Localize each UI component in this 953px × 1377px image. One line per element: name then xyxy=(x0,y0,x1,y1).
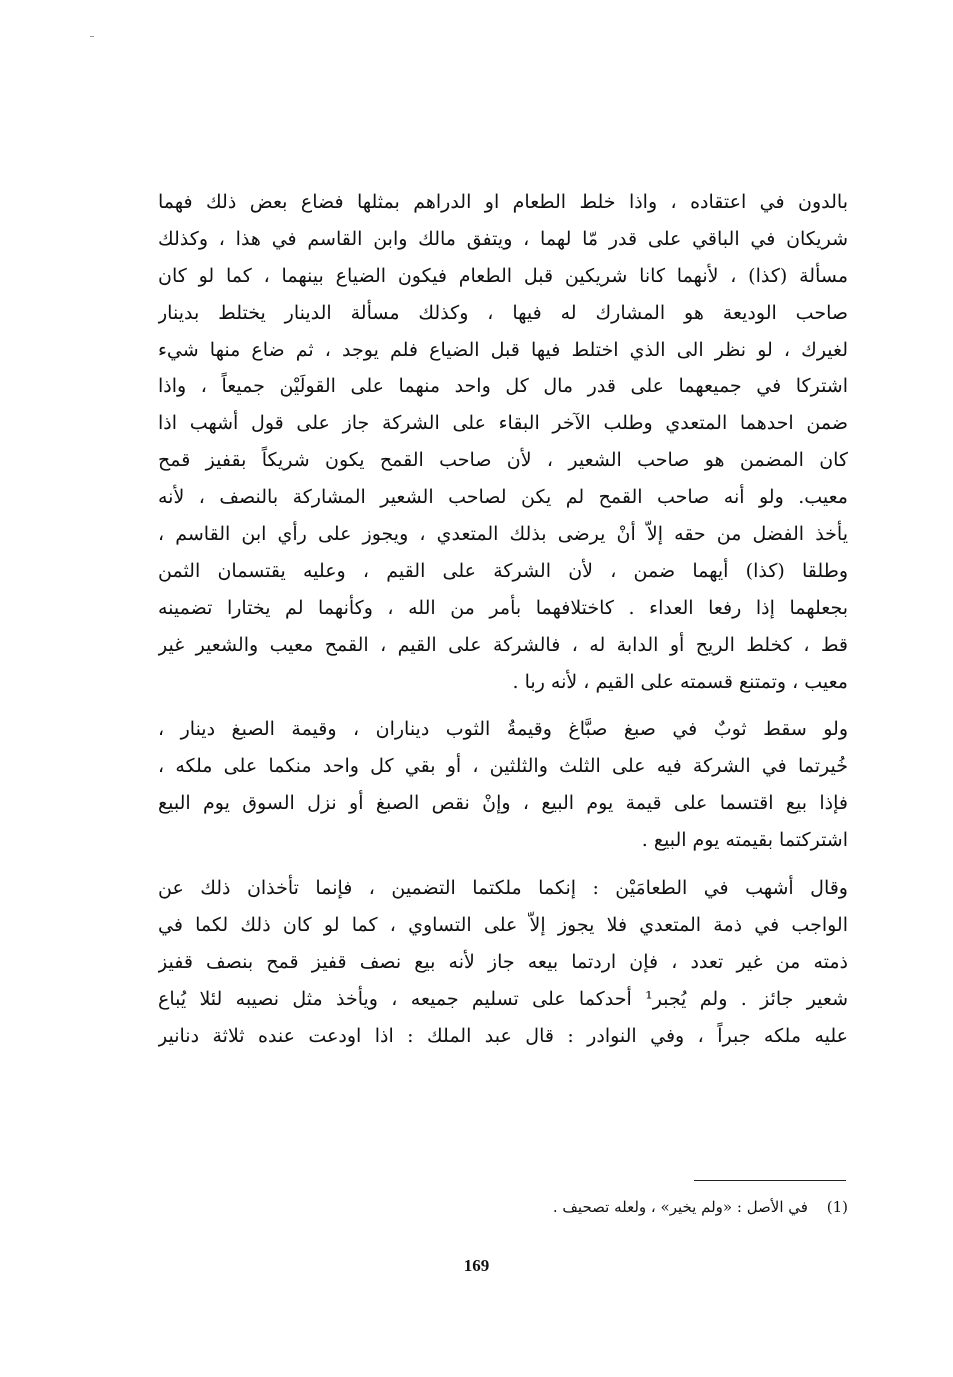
text-line: وقال أشهب في الطعامَيْن : إنكما ملكتما التضمين ، فإنما تأخذان ذلك عن xyxy=(158,877,848,900)
text-line: الواجب في ذمة المتعدي فلا يجوز إلاّ على التساوي ، كما لو كان ذلك لكما في xyxy=(158,913,848,936)
text-line: خُيرتما في الشركة فيه على الثلث والثلثين ، أو بقي كل واحد منكما على ملكه ، xyxy=(158,755,848,778)
text-line: شعير جائز . ولم يُجبر¹ أحدكما على تسليم جميعه ، ويأخذ مثل نصيبه لئلا يُباع xyxy=(158,987,848,1010)
footnote-text: في الأصل : «ولم يخير» ، ولعله تصحيف . xyxy=(552,1198,808,1216)
main-text xyxy=(158,184,848,1054)
text-line: صاحب الوديعة هو المشارك له فيها ، وكذلك مسألة الدينار يختلط بدينار xyxy=(158,301,848,324)
text-line: معيب. ولو أنه صاحب القمح لم يكن لصاحب الشعير المشاركة بالنصف ، لأنه xyxy=(158,486,848,509)
text-line: معيب ، وتمتنع قسمته على القيم ، لأنه ربا . xyxy=(512,670,848,693)
text-line: وطلقا (كذا) أيهما ضمن ، لأن الشركة على القيم ، وعليه يقتسمان الثمن xyxy=(158,559,848,582)
text-line: اشتركتما بقيمته يوم البيع . xyxy=(641,829,848,852)
text-line: كان المضمن هو صاحب الشعير ، لأن صاحب القمح يكون شريكاً بقفيز قمح xyxy=(158,449,848,472)
footnote-divider xyxy=(694,1180,846,1181)
text-line: مسألة (كذا) ، لأنهما كانا شريكين قبل الطعام فيكون الضياع بينهما ، كما لو كان xyxy=(158,264,848,287)
text-line: بالدون في اعتقاده ، واذا خلط الطعام او الدراهم بمثلها فضاع بعض ذلك فهما xyxy=(158,191,848,213)
text-line: لغيرك ، لو نظر الى الذي اختلط فيها قبل الضياع فلم يوجد ، ثم ضاع منها شيء xyxy=(158,338,848,361)
text-line: اشتركا في جميعهما على قدر مال كل واحد منهما على القولَيْن جميعاً ، واذا xyxy=(158,375,848,398)
text-line: عليه ملكه جبراً ، وفي النوادر : قال عبد الملك : اذا اودعت عنده ثلاثة دنانير xyxy=(158,1024,848,1047)
text-line: فإذا بيع اقتسما على قيمة يوم البيع ، وإنْ نقص الصبغ أو نزل السوق يوم البيع xyxy=(158,792,848,815)
scan-speck xyxy=(90,36,94,37)
page-number: 169 xyxy=(463,1256,490,1275)
text-line: بجعلهما إذا رفعا العداء . كاختلافهما بأمر من الله ، وكأنهما لم يختارا تضمينه xyxy=(158,596,848,619)
paragraph-gap xyxy=(158,700,848,711)
footnote xyxy=(400,1195,848,1219)
paragraph-gap xyxy=(158,859,848,870)
text-line: ولو سقط ثوبٌ في صبغ صبَّاغ وقيمةُ الثوب ديناران ، وقيمة الصبغ دينار ، xyxy=(158,718,848,741)
text-line: يأخذ الفضل من حقه إلاّ أنْ يرضى بذلك المتعدي ، ويجوز على رأي ابن القاسم ، xyxy=(158,523,848,546)
text-line: قط ، كخلط الريح أو الدابة له ، فالشركة على القيم ، القمح معيب والشعير غير xyxy=(158,633,848,656)
text-line: شريكان في الباقي على قدر مّا لهما ، ويتفق مالك وابن القاسم في هذا ، وكذلك xyxy=(158,227,848,250)
text-line: ضمن احدهما المتعدي وطلب الآخر البقاء على الشركة جاز على قول أشهب اذا xyxy=(158,412,848,435)
footnote-marker: (1) xyxy=(826,1198,848,1216)
text-line: ذمته من غير تعدد ، فإن اردتما بيعه جاز لأنه بيع نصف قفيز قمح بنصف قفيز xyxy=(158,950,848,973)
